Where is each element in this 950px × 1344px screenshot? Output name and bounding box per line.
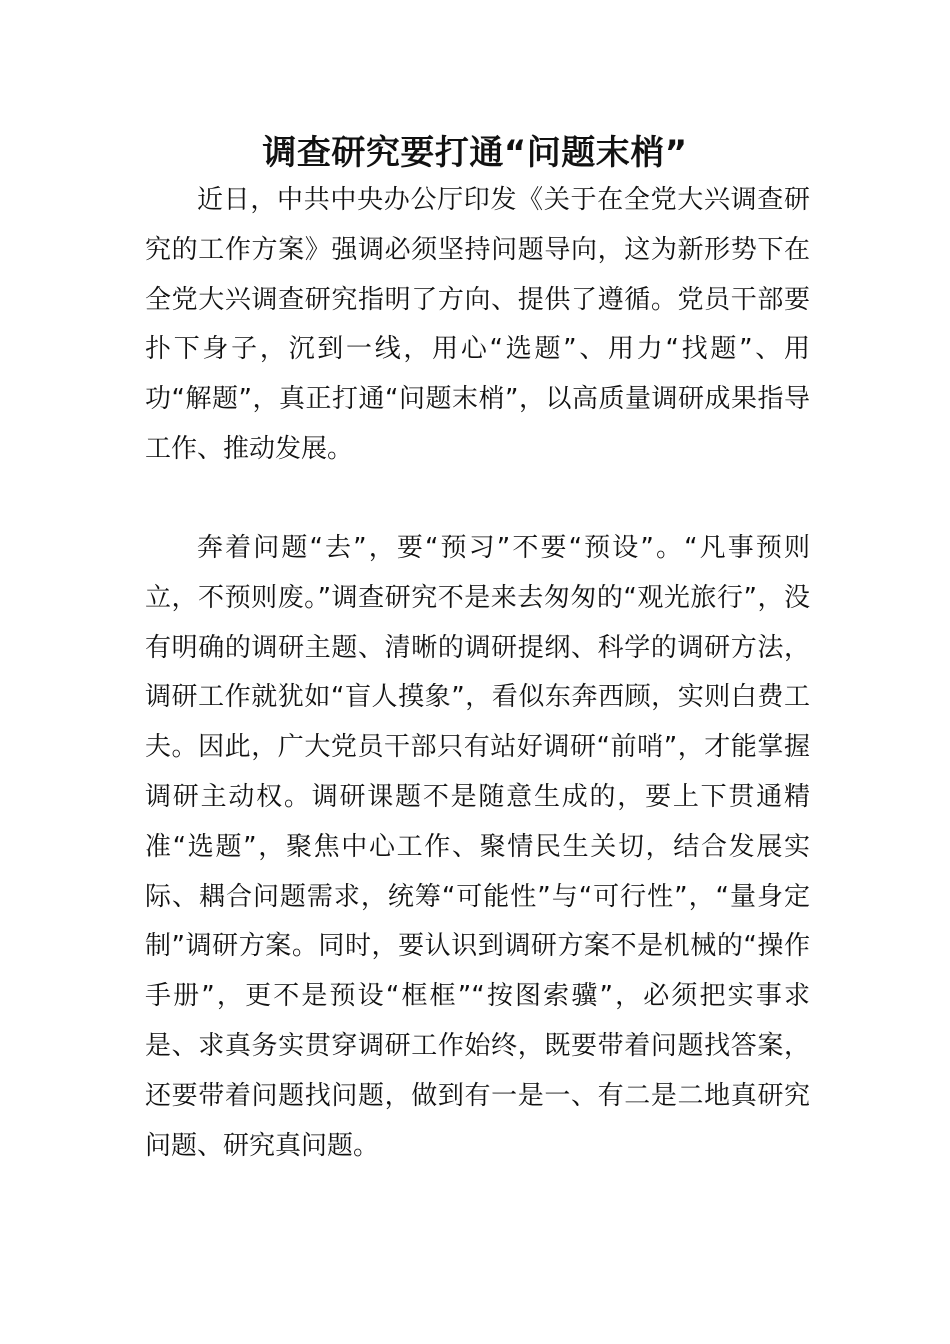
paragraph-2: 奔着问题“去”，要“预习”不要“预设”。“凡事预则立，不预则废。”调查研究不是来去匆匆的“观光旅行”，没有明确的调研主题、清晰的调研提纲、科学的调研方法，调研工作就犹如“盲人摸象”，看似东奔西顾，实则白费工夫。因此，广大党员干部只有站好调研“前哨”，才能掌握调研主动权。调研课题不是随意生成的，要上下贯通精准“选题”，聚焦中心工作、聚情民生关切，结合发展实际、耦合问题需求，统筹“可能性”与“可行性”，“量身定制”调研方案。同时，要认识到调研方案不是机械的“操作手册”，更不是预设“框框”“按图索骥”，必须把实事求是、求真务实贯穿调研工作始终，既要带着问题找答案，还要带着问题找问题，做到有一是一、有二是二地真研究问题、研究真问题。: [145, 533, 810, 1161]
paragraph-1: 近日，中共中央办公厅印发《关于在全党大兴调查研究的工作方案》强调必须坚持问题导向，这为新形势下在全党大兴调查研究指明了方向、提供了遵循。党员干部要扑下身子，沉到一线，用心“选题”、用力“找题”、用功“解题”，真正打通“问题末梢”，以高质量调研成果指导工作、推动发展。: [145, 185, 810, 464]
document-title: 调查研究要打通“问题末梢”: [262, 133, 688, 173]
